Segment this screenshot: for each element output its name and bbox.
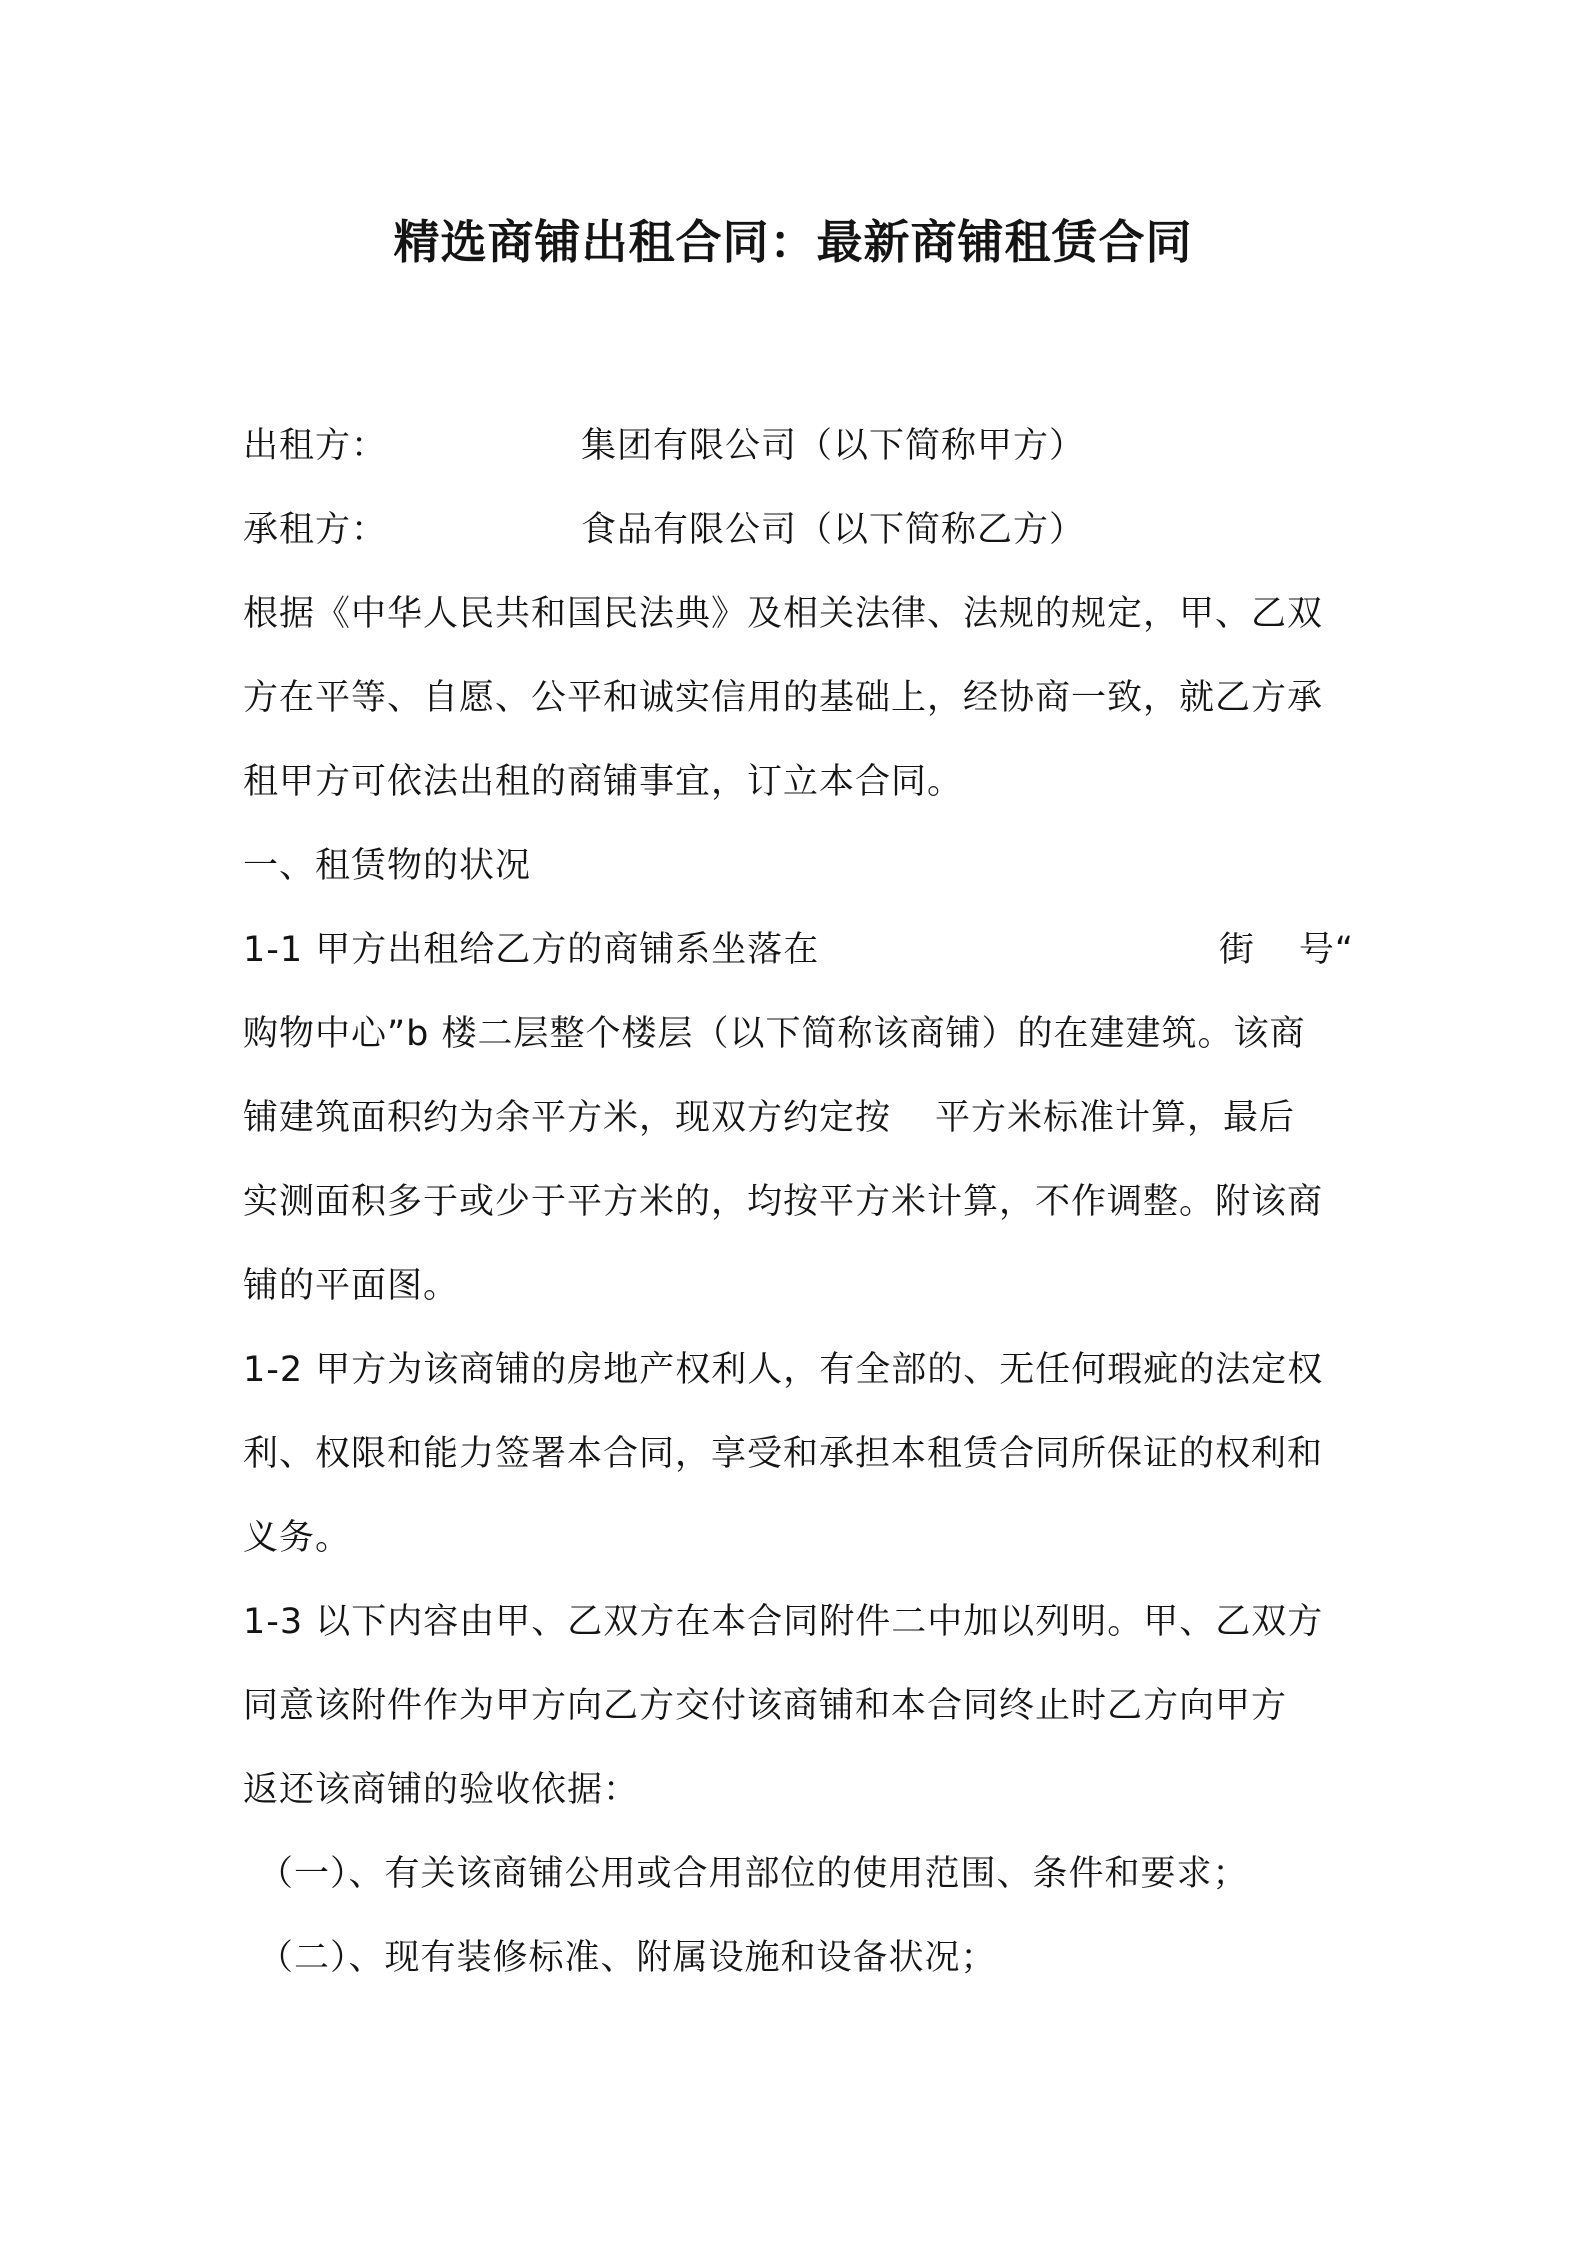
document-body (243, 404, 1354, 2000)
lessee-value: 食品有限公司（以下简称乙方） (581, 510, 1086, 550)
preamble-line: 方在平等、自愿、公平和诚实信用的基础上，经协商一致，就乙方承 (243, 678, 1324, 718)
lessor-line (243, 404, 1354, 488)
clause-1-1-line: 实测面积多于或少于平方米的，均按平方米计算，不作调整。附该商 (243, 1182, 1324, 1222)
clause-1-1-standard: 平方米标准计算，最后 (935, 1098, 1296, 1138)
clause-1-1-line: 铺的平面图。 (243, 1266, 460, 1306)
clause-1-1-line (243, 1076, 1354, 1160)
clause-1-3-line: 返还该商铺的验收依据： (243, 1770, 640, 1810)
clause-1-3-line: 1-3 以下内容由甲、乙双方在本合同附件二中加以列明。甲、乙双方 (243, 1602, 1324, 1642)
preamble-line: 根据《中华人民共和国民法典》及相关法律、法规的规定，甲、乙双 (243, 594, 1324, 634)
preamble-line: 租甲方可依法出租的商铺事宜，订立本合同。 (243, 762, 964, 802)
list-item: （一）、有关该商铺公用或合用部位的使用范围、条件和要求； (258, 1854, 1249, 1894)
clause-1-1-line: 购物中心”b 楼二层整个楼层（以下简称该商铺）的在建建筑。该商 (243, 1014, 1306, 1054)
section-heading: 一、租赁物的状况 (243, 846, 532, 886)
lessee-line (243, 488, 1354, 572)
clause-1-2-line: 1-2 甲方为该商铺的房地产权利人，有全部的、无任何瑕疵的法定权 (243, 1350, 1324, 1390)
lessor-value: 集团有限公司（以下简称甲方） (581, 426, 1086, 466)
clause-1-2-line: 义务。 (243, 1518, 352, 1558)
lessor-label: 出租方： (243, 426, 388, 466)
clause-1-1-area: 铺建筑面积约为余平方米，现双方约定按 (243, 1098, 892, 1138)
clause-1-1-line (243, 908, 1354, 992)
clause-1-1-number: 号“ (1298, 930, 1354, 970)
list-item: （二）、现有装修标准、附属设施和设备状况； (258, 1938, 997, 1978)
document-title: 精选商铺出租合同：最新商铺租赁合同 (393, 215, 1193, 269)
clause-1-3-line: 同意该附件作为甲方向乙方交付该商铺和本合同终止时乙方向甲方 (243, 1686, 1288, 1726)
clause-1-1-street: 街 (1218, 930, 1255, 970)
clause-1-2-line: 利、权限和能力签署本合同，享受和承担本租赁合同所保证的权利和 (243, 1434, 1324, 1474)
clause-1-1-location: 1-1 甲方出租给乙方的商铺系坐落在 (243, 930, 820, 970)
clause-1-1-street-group (1219, 908, 1354, 992)
lessee-label: 承租方： (243, 510, 388, 550)
